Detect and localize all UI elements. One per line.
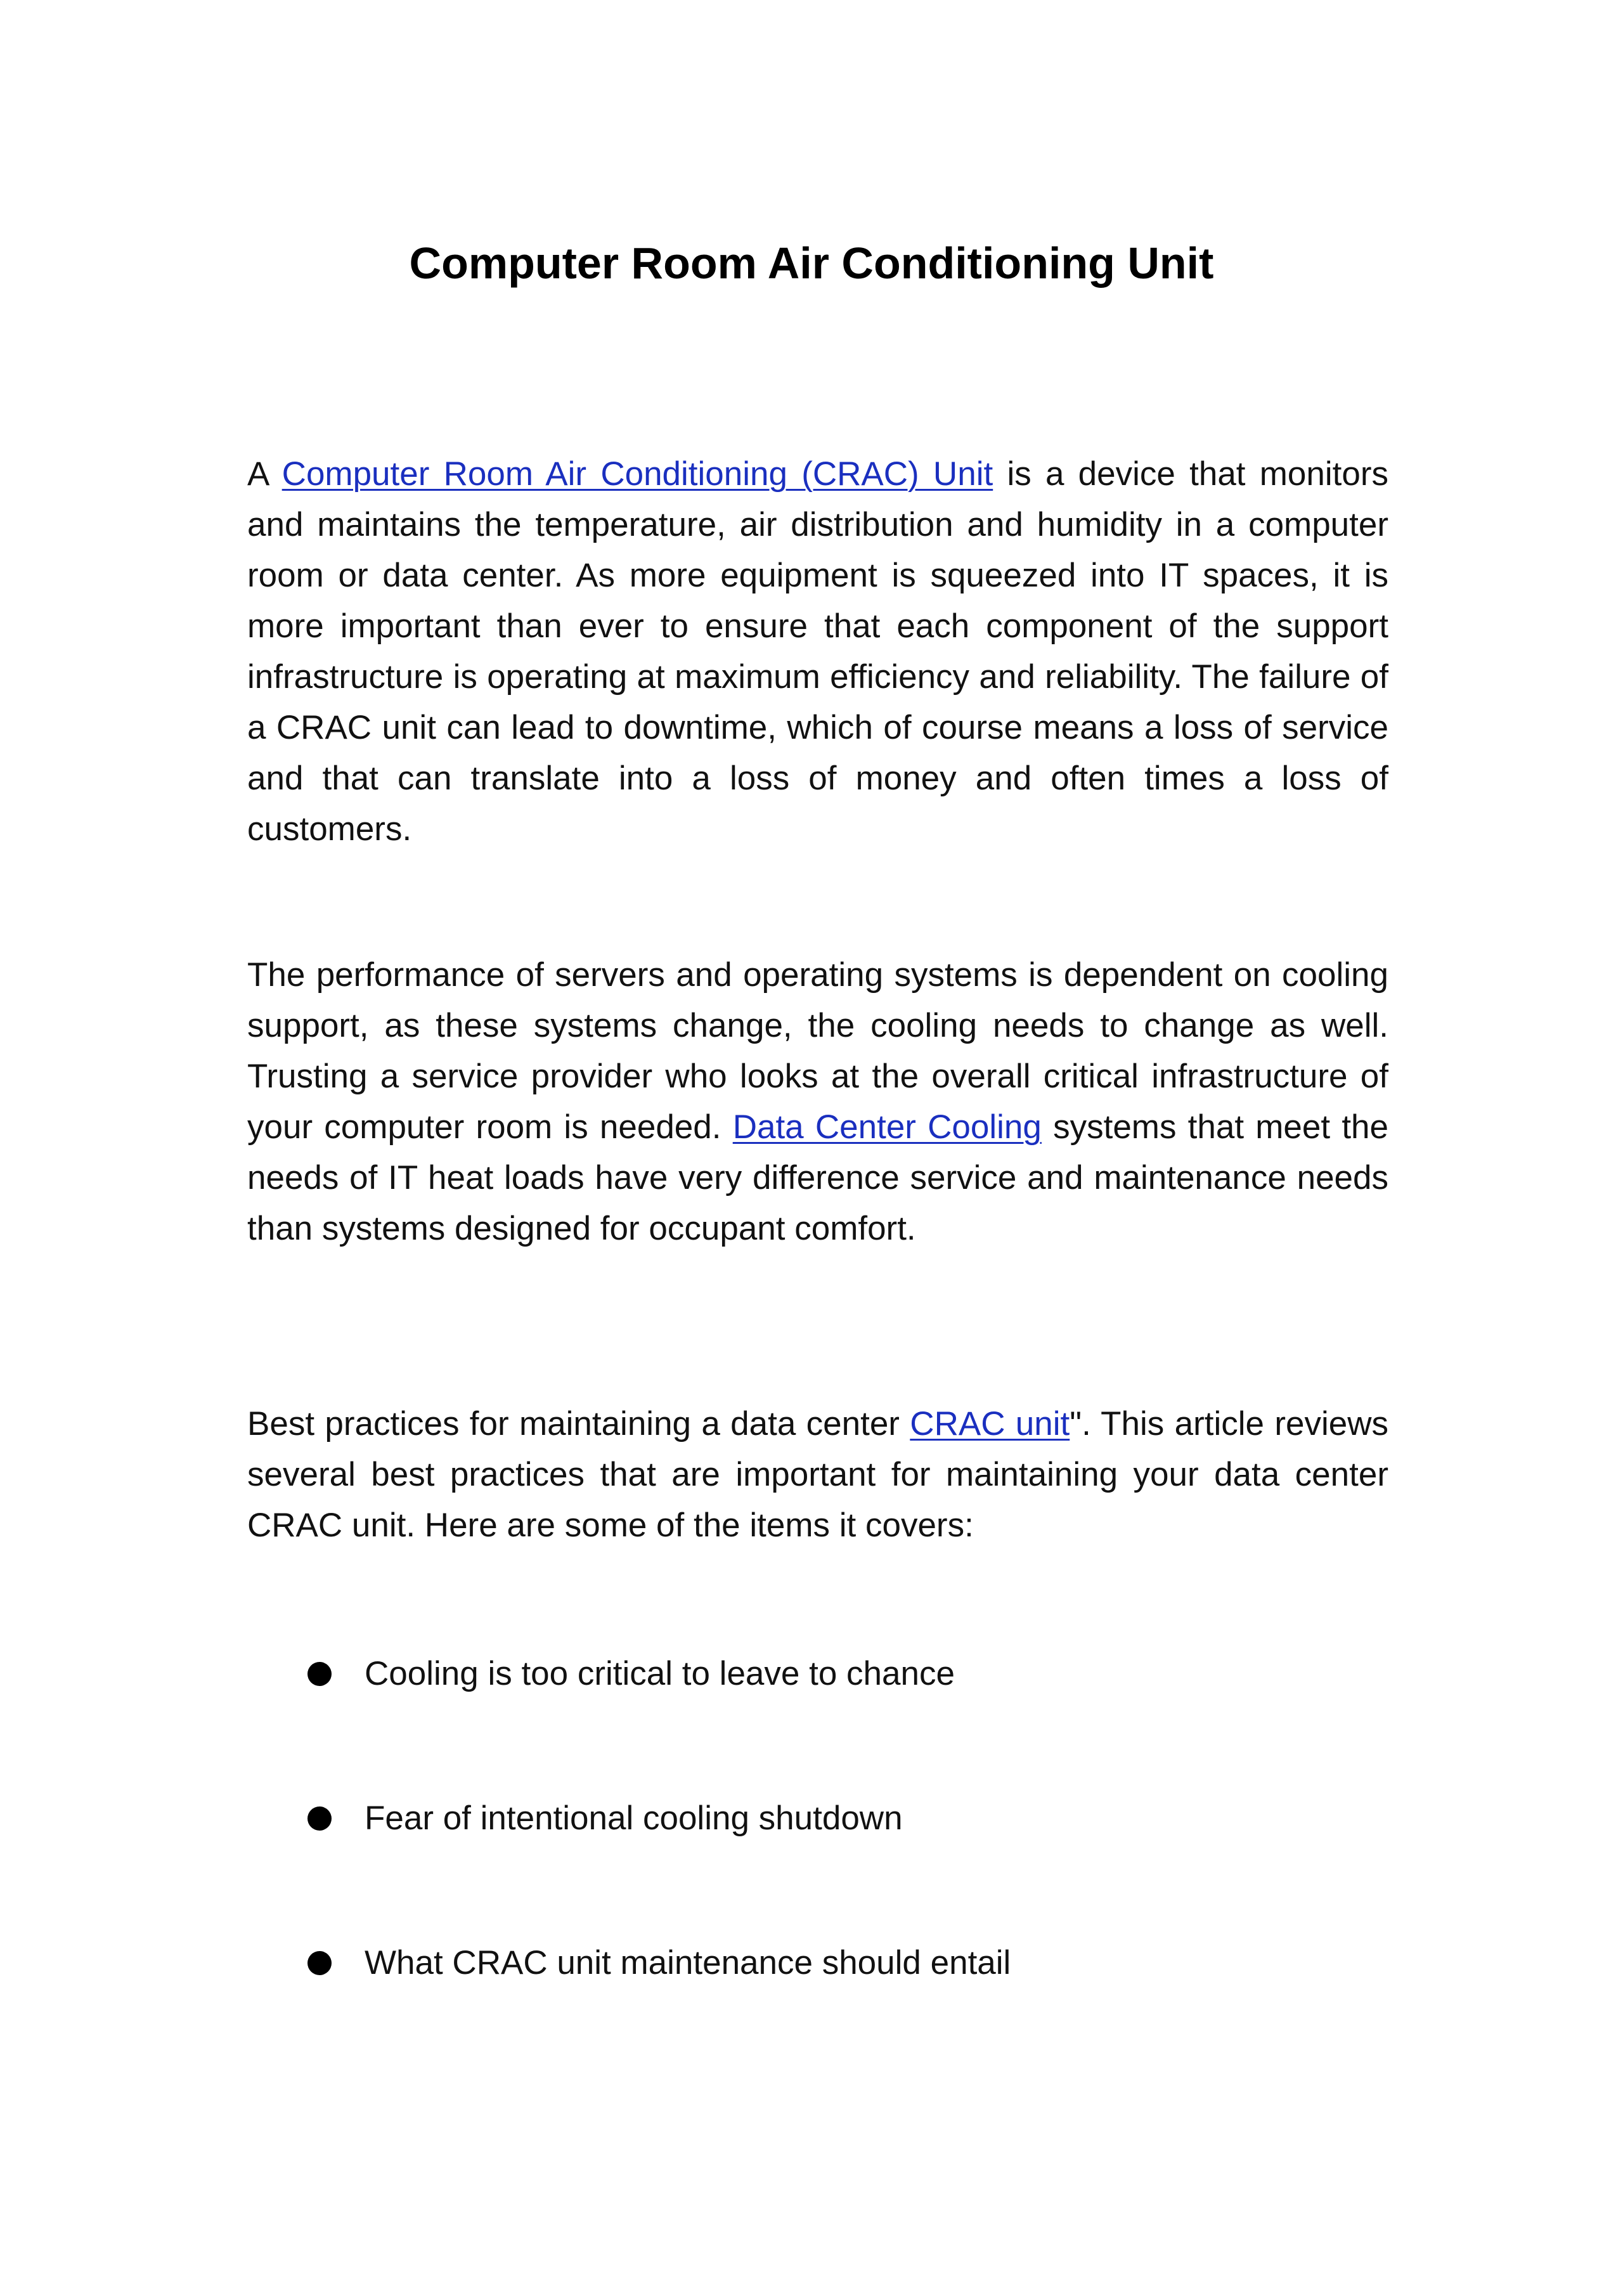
paragraph-text: ". This article reviews several best practices that are important for maintaining your data center CRAC unit. Here are some of the items it covers: xyxy=(247,1405,1388,1544)
paragraph-cooling-performance xyxy=(247,950,1388,1254)
paragraph-text: A xyxy=(247,455,282,493)
data-center-cooling-link[interactable]: Data Center Cooling xyxy=(732,1108,1042,1146)
paragraph-crac-intro xyxy=(247,449,1388,855)
crac-unit-short-link[interactable]: CRAC unit xyxy=(910,1405,1070,1443)
paragraph-text: Best practices for maintaining a data center xyxy=(247,1405,910,1443)
bullet-icon xyxy=(307,1662,332,1686)
bullet-icon xyxy=(307,1806,332,1831)
paragraph-text: systems that meet the needs of IT heat loads have very difference service and maintenance needs than systems designed for occupant comfort. xyxy=(247,1108,1388,1247)
crac-unit-link[interactable]: Computer Room Air Conditioning (CRAC) Unit xyxy=(281,455,993,493)
list-item-text: Cooling is too critical to leave to chance xyxy=(365,1655,955,1692)
paragraph-text: is a device that monitors and maintains the temperature, air distribution and humidity in a computer room or data center. As more equipment is squeezed into IT spaces, it is more important than ever to ensure that each component of the support infrastructure is operating at maximum efficiency and reliability. The failure of a CRAC unit can lead to downtime, which of course means a loss of service and that can translate into a loss of money and often times a loss of customers. xyxy=(247,455,1388,848)
list-item-text: Fear of intentional cooling shutdown xyxy=(365,1800,903,1837)
list-item-text: What CRAC unit maintenance should entail xyxy=(365,1944,1011,1981)
paragraph-best-practices xyxy=(247,1399,1388,1551)
document-title: Computer Room Air Conditioning Unit xyxy=(409,238,1214,288)
paragraph-text: The performance of servers and operating systems is dependent on cooling support, as these systems change, the cooling needs to change as well. Trusting a service provider who looks at the overall critical infrastructure of your computer room is needed. xyxy=(247,956,1388,1146)
bullet-icon xyxy=(307,1951,332,1975)
